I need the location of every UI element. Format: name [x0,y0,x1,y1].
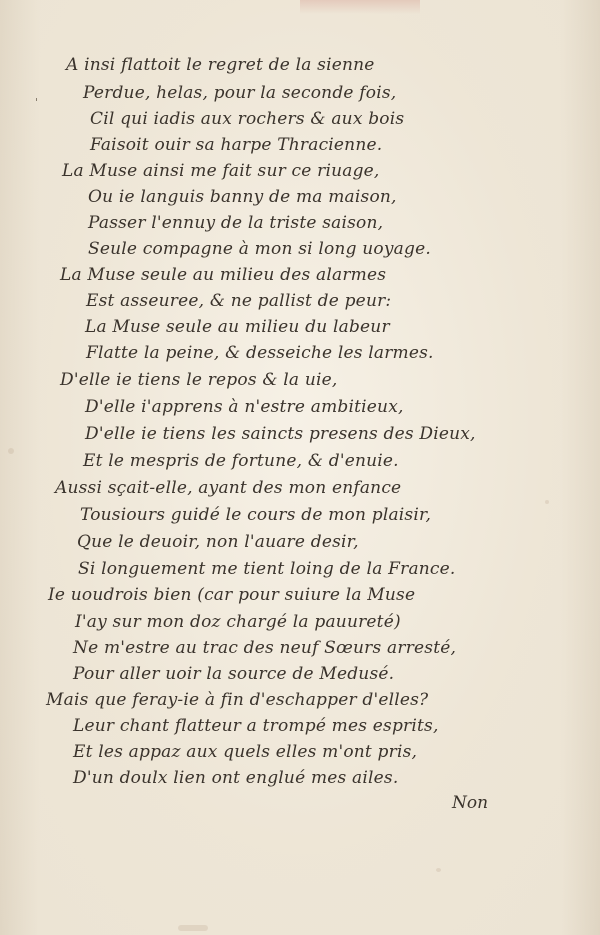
verse-line: La Muse seule au milieu du labeur [85,317,390,337]
verse-line: D'un doulx lien ont englué mes ailes. [73,768,399,788]
verse-line: Flatte la peine, & desseiche les larmes. [86,343,434,363]
verse-line: Perdue, helas, pour la seconde fois, [83,83,397,103]
verse-line: Pour aller uoir la source de Medusé. [73,664,395,684]
verse-line: Seule compagne à mon si long uoyage. [88,239,431,259]
verse-line: Ne m'estre au trac des neuf Sœurs arresté, [73,638,457,658]
verse-line: Et les appaz aux quels elles m'ont pris, [73,742,418,762]
verse-line: Passer l'ennuy de la triste saison, [88,213,384,233]
catchword: Non [452,793,489,813]
verse-line: Et le mespris de fortune, & d'enuie. [83,451,399,471]
page-stain [300,0,420,14]
verse-line: D'elle ie tiens le repos & la uie, [60,370,338,390]
verse-line: Leur chant flatteur a trompé mes esprits, [73,716,439,736]
verse-line: Cil qui iadis aux rochers & aux bois [90,109,405,129]
verse-line: Que le deuoir, non l'auare desir, [77,532,359,552]
verse-line: Mais que feray-ie à fin d'eschapper d'elles? [46,690,429,710]
paper-spot [436,868,441,872]
verse-line: Tousiours guidé le cours de mon plaisir, [80,505,432,525]
verse-line: D'elle ie tiens les saincts presens des Dieux, [85,424,476,444]
verse-line: La Muse seule au milieu des alarmes [60,265,387,285]
verse-line: I'ay sur mon doz chargé la pauureté) [75,612,401,632]
verse-line: Faisoit ouir sa harpe Thracienne. [90,135,383,155]
paper-spot [8,448,14,454]
paper-spot [545,500,549,504]
paper-spot [178,925,208,931]
verse-line: Ou ie languis banny de ma maison, [88,187,397,207]
margin-mark: ' [35,96,39,109]
verse-line: D'elle i'apprens à n'estre ambitieux, [85,397,404,417]
verse-line: A insi flattoit le regret de la sienne [66,55,375,75]
verse-line: Ie uoudrois bien (car pour suiure la Muse [48,585,416,605]
verse-line: La Muse ainsi me fait sur ce riuage, [62,161,380,181]
verse-line: Est asseuree, & ne pallist de peur: [86,291,392,311]
verse-line: Si longuement me tient loing de la France. [78,559,456,579]
verse-line: Aussi sçait-elle, ayant des mon enfance [55,478,402,498]
